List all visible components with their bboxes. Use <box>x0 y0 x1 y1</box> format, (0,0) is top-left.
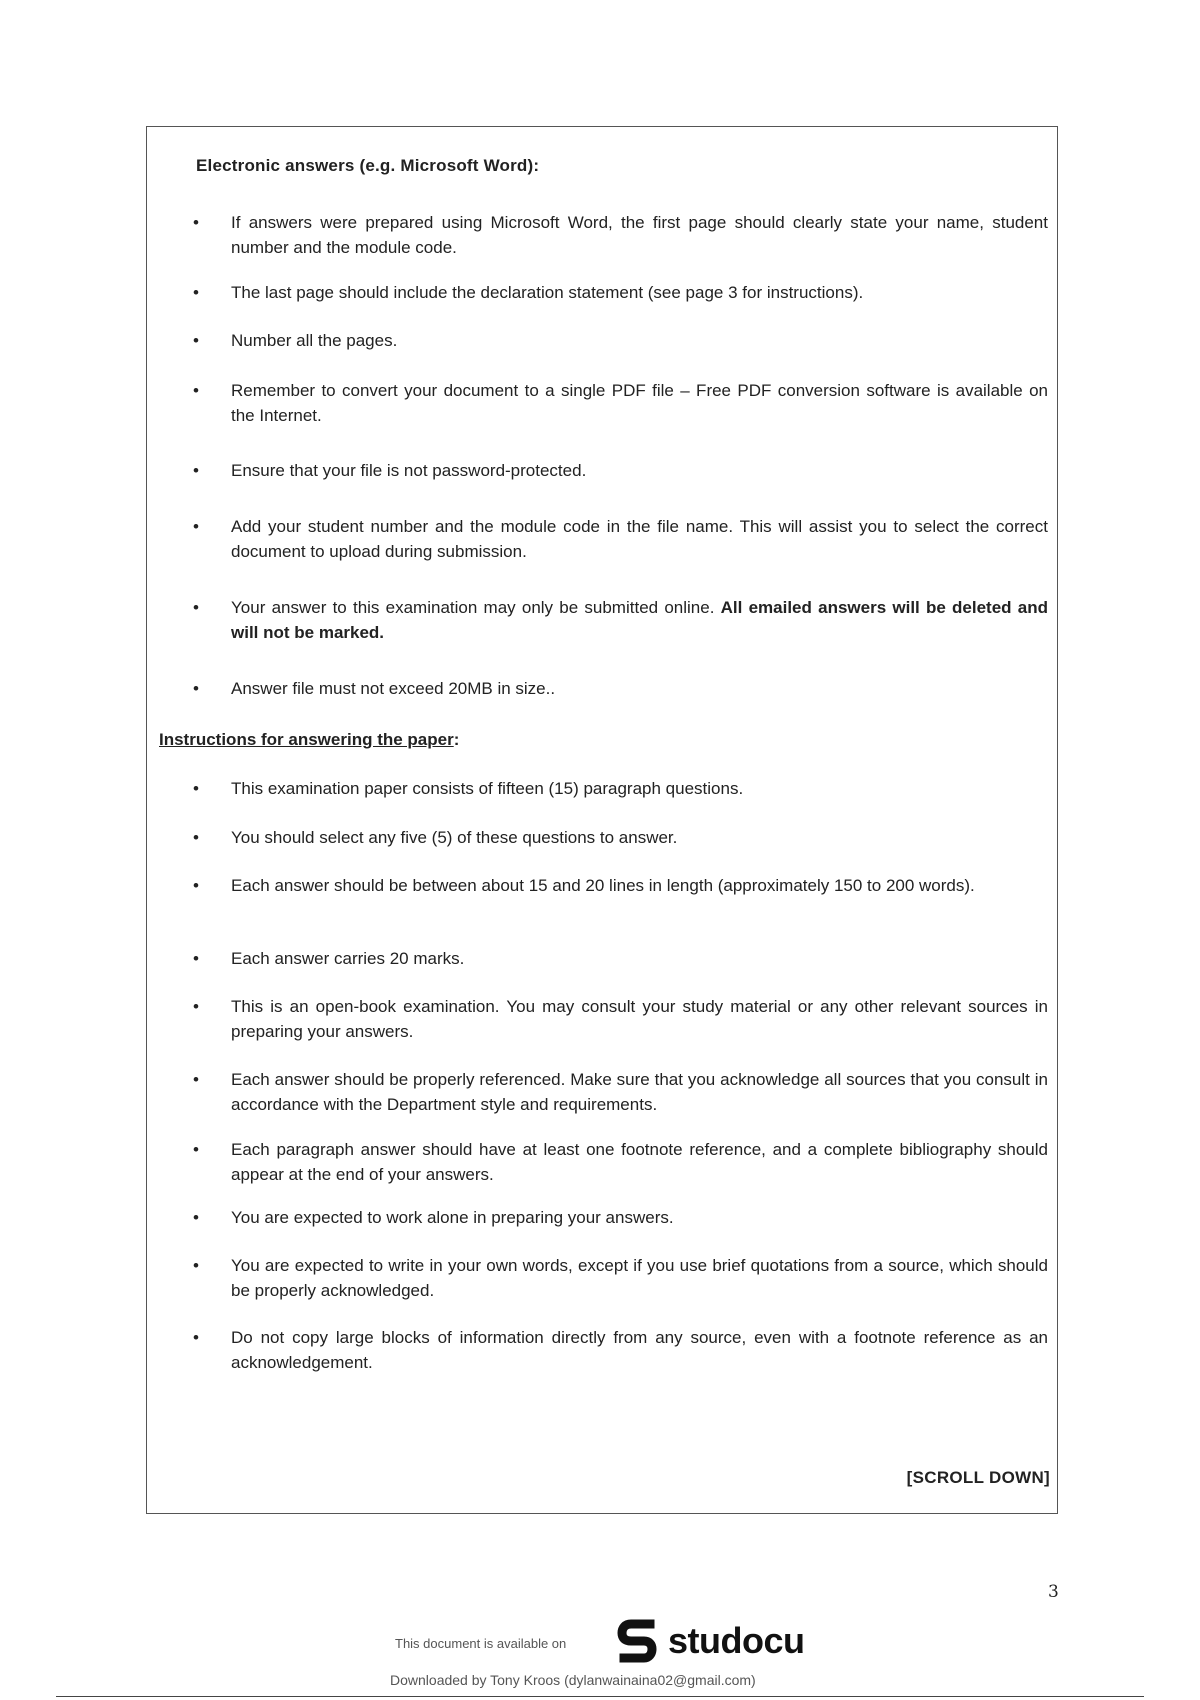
electronic-answers-heading: Electronic answers (e.g. Microsoft Word): <box>196 156 540 175</box>
studocu-logo-icon <box>616 1618 662 1664</box>
email-warning-text: All emailed answers will be deleted and will not be marked. <box>231 598 1048 642</box>
instructions-heading-text: Instructions for answering the paper <box>159 730 454 749</box>
list-item: • Ensure that your file is not password-protected. <box>231 458 1048 483</box>
list-item: • Each answer carries 20 marks. <box>231 946 1048 971</box>
list-item: • Add your student number and the module code in the file name. This will assist you to select the correct document to upload during submission. <box>231 514 1048 564</box>
list-item: • Each paragraph answer should have at least one footnote reference, and a complete bibliography should appear at the end of your answers. <box>231 1137 1048 1187</box>
list-item: • This examination paper consists of fifteen (15) paragraph questions. <box>231 776 1048 801</box>
list-item: • You should select any five (5) of these questions to answer. <box>231 825 1048 850</box>
list-item: • This is an open-book examination. You may consult your study material or any other relevant sources in preparing your answers. <box>231 994 1048 1044</box>
instructions-heading-colon: : <box>453 730 460 749</box>
list-item: • Each answer should be between about 15 and 20 lines in length (approximately 150 to 200 words). <box>231 873 1048 898</box>
scroll-down-note: [SCROLL DOWN] <box>906 1468 1050 1487</box>
list-item: • Each answer should be properly referenced. Make sure that you acknowledge all sources that you consult in accordance with the Department style and requirements. <box>231 1067 1048 1117</box>
list-item: • You are expected to work alone in preparing your answers. <box>231 1205 1048 1230</box>
studocu-logo[interactable] <box>616 1618 805 1664</box>
list-item: • You are expected to write in your own words, except if you use brief quotations from a source, which should be properly acknowledged. <box>231 1253 1048 1303</box>
list-item: • If answers were prepared using Microsoft Word, the first page should clearly state your name, student number and the module code. <box>231 210 1048 260</box>
list-item: • Do not copy large blocks of information directly from any source, even with a footnote reference as an acknowledgement. <box>231 1325 1048 1375</box>
instructions-heading <box>159 730 459 750</box>
list-item <box>231 595 1048 645</box>
list-item: • Answer file must not exceed 20MB in size.. <box>231 676 1048 701</box>
footer-downloaded-text: Downloaded by Tony Kroos (dylanwainaina02@gmail.com) <box>390 1672 756 1688</box>
list-item: • The last page should include the declaration statement (see page 3 for instructions). <box>231 280 1048 305</box>
online-submission-text: Your answer to this examination may only be submitted online. <box>231 598 715 617</box>
footer-divider <box>56 1696 1144 1697</box>
studocu-brand-text: studocu <box>668 1620 805 1661</box>
page-number: 3 <box>1048 1582 1059 1602</box>
list-item: • Number all the pages. <box>231 328 1048 353</box>
footer-available-text: This document is available on <box>395 1636 567 1651</box>
list-item: • Remember to convert your document to a single PDF file – Free PDF conversion software is available on the Internet. <box>231 378 1048 428</box>
